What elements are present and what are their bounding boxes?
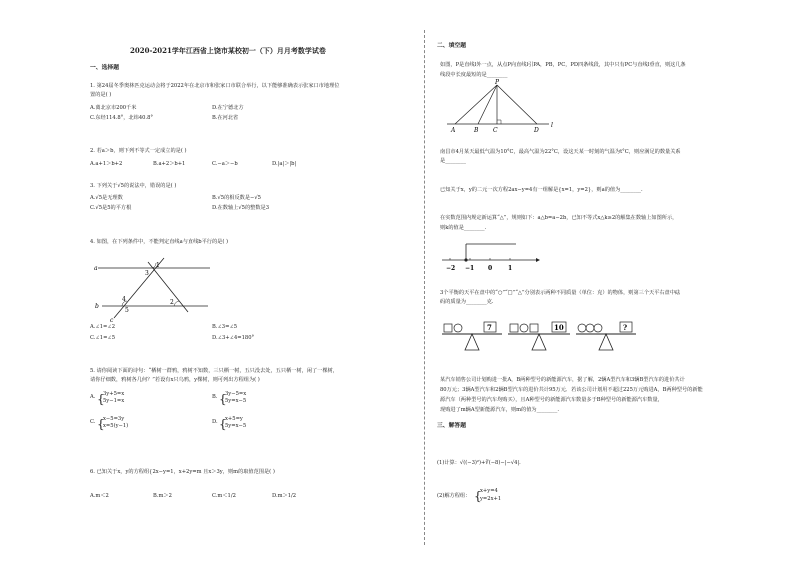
section-solve: 三、解答题: [437, 423, 466, 429]
q7-stem-1: 如图，P是直线l外一点，从点P向直线l引PA，PB，PC，PD四条线段，其中只有PC与直线l垂直，则这几条: [440, 62, 686, 68]
q1-stem-2: 置的是( ): [90, 92, 112, 98]
q4-option-d: D.∠3+∠4=180°: [212, 335, 255, 341]
q5-d-eq2: 5y=x−5: [225, 423, 247, 429]
q8-stem-1: 南昌市4月某天最低气温为10°C，最高气温为22°C，设这天某一时刻的气温为t°C，则应满足的数量关系: [440, 149, 681, 155]
q4-option-c: C.∠1=∠5: [90, 335, 116, 341]
q4-label-b: b: [95, 303, 99, 310]
q5-stem-2: 请你仔细数，鸦树各几何？”若设有x只乌鸦，y棵树，则可列出方程组为( ): [90, 377, 260, 383]
q1-option-a: A.离北京市200千米: [90, 105, 137, 111]
q13-part-1: (1)计算：√((−3)²)+∛(−8)−|−√4|.: [437, 460, 521, 466]
q6-option-b: B.m＞2: [153, 493, 172, 499]
q5-a-eq2: 5y−1=x: [103, 398, 125, 404]
q4-angle-3: 3: [145, 270, 149, 277]
q5-b-eq1: 3y−5=x: [225, 391, 247, 397]
q4-option-a: A.∠1=∠2: [90, 324, 116, 330]
q9-stem: 已知关于x，y的二元一次方程2ax−y=4有一组解是{x=1，y=2}，则a的值为________.: [440, 187, 643, 193]
balance-3-weight: ?: [623, 323, 628, 332]
balance-3: [574, 316, 640, 356]
q12-stem-4: 现购进了m辆A型新能源汽车，则m的值为________.: [440, 407, 559, 413]
page-title: 2020-2021学年江西省上饶市某校初一（下）月月考数学试卷: [130, 46, 326, 55]
q1-option-c: C.东经114.8°，北纬40.8°: [90, 115, 153, 121]
q5-stem-1: 5. 请你阅读下面的诗句：“栖树一群鸦，鸦树不知数，三只栖一树，五只没去处，五只栖一树，闲了一棵树，: [90, 368, 338, 374]
q7-point-p: P: [495, 79, 500, 86]
q3-option-b: B.√5的相反数是−√5: [212, 195, 261, 201]
q10-number-line: [440, 238, 540, 274]
q5-c-eq1: x−5=3y: [103, 416, 125, 422]
q7-point-d: D: [534, 127, 539, 134]
q2-option-a: A.a+1＞b+2: [90, 161, 123, 167]
q2-stem: 2. 若a＞b，则下列不等式一定成立的是( ): [90, 148, 187, 154]
q8-stem-2: 是________: [440, 158, 466, 164]
exam-page: 2020-2021学年江西省上饶市某校初一（下）月月考数学试卷 一、选择题 1. 第24届冬季奥林匹克运动会将于2022年在北京市和张家口市联合举行，以下能够准确表示张家口市地理位 置的是( ) A.离北京市200千米 D.在宁德北方 C.东经114.8°，北纬40.8° B.在河北省 2. 若a＞b，则下列不等式一定成立的是( ) A.a+1＞b+2 B.a+2＞b+1 C.−a＞−b D.|a|＞|b| 3. 下列关于√5的说法中，错误的是( ) A.√5是无理数 B.√5的相反数是−√5 C.√5是5的平方根 D.在数轴上√5的整数是3 4. 如图，在下列条件中，不能判定直线a与直线b平行的是( ) a b c 1 2 3 4 5 A.∠1=∠2 B.∠3=∠5 C.∠1=∠5 D.∠3+∠4=180° 5. 请你阅读下面的诗句：“栖树一群鸦，鸦树不知数，三只栖一树，五只没去处，五只栖一树，闲了一棵树， 请你仔细数，鸦树各几何？”若设有x只乌鸦，y棵树，则可列出方程组为( ) A. { 3y+5=x 5y−1=x B. { 3y−5=x 5y=x−5 C. { x−5=3y x=5(y−1) D. { x+5=y 5y=x−5 6. 已知关于x，y的方程组{2x−y=1，x+2y=m 且x＞3y，则m的取值范围是( ) A.m＜2 B.m＞2 C.m＜1/2 D.m＞1/2 二、填空题 如图，P是直线l外一点，从点P向直线l引PA，PB，PC，PD四条线段，其中只有PC与直线l垂直，则这几条 线段中长度最短的是________ A B C D P l 南昌市4月某天最低气温为10°C，最高气温为22°C，设这天某一时刻的气温为t°C，则应满足的数量关系 是________ 已知关于x，y的二元一次方程2ax−y=4有一组解是{x=1，y=2}，则a的值为________. 在实数范围内规定新运算“△”，规则如下：a△b=a−2b，已知不等式x△k≥2的解集在数轴上如图所示， 则k的值是________. −2 −1 0 1 3个平衡的天平在盘中的“○”“□”“△”分别表示两种不同质量（单位：克）的物体，则第三个天平右盘中砝 码的质量为________克. 7 10 ? 某汽车销售公司计划购进一批A，B两种型号的新能源汽车，据了解，2辆A型汽车和3辆B型汽车的进价共计 80万元；3辆A型汽车和2辆B型汽车的进价共计95万元．若该公司计划用不超过225万元购进A，B两种型号的新能 源汽车（两种型号的汽车均购买），且A种型号的新能源汽车数量多于B种型号的新能源汽车数量， 现购进了m辆A型新能源汽车，则m的值为________. 三、解答题 (1)计算：√((−3)²)+∛(−8)−|−√4|. (2)解方程组： { x+y=4 y=2x+1: [0, 0, 794, 562]
q7-point-b: B: [474, 127, 479, 134]
balance-1: [440, 316, 506, 356]
balance-2: [506, 316, 572, 356]
q3-stem: 3. 下列关于√5的说法中，错误的是( ): [90, 183, 177, 189]
q12-stem-3: 源汽车（两种型号的汽车均购买），且A种型号的新能源汽车数量多于B种型号的新能源汽车数量，: [440, 397, 663, 403]
q10-tick-0: 0: [488, 265, 493, 272]
q5-a-eq1: 3y+5=x: [103, 391, 125, 397]
q3-option-a: A.√5是无理数: [90, 195, 123, 201]
q7-perpendicular-figure: [445, 79, 555, 137]
balance-2-weight: 10: [554, 323, 564, 332]
q2-option-b: B.a+2＞b+1: [153, 161, 186, 167]
q11-stem-2: 码的质量为________克.: [440, 299, 494, 305]
q4-angle-5: 5: [125, 307, 129, 314]
q6-option-c: C.m＜1/2: [212, 493, 236, 499]
q4-parallel-lines-figure: [92, 256, 212, 326]
q7-line-l: l: [551, 122, 553, 129]
section-fill-blank: 二、填空题: [437, 43, 466, 49]
q13-part-2-eq1: x+y=4: [480, 488, 498, 494]
q7-point-c: C: [493, 127, 498, 134]
q3-option-c: C.√5是5的平方根: [90, 205, 132, 211]
q12-stem-1: 某汽车销售公司计划购进一批A，B两种型号的新能源汽车，据了解，2辆A型汽车和3辆B型汽车的进价共计: [440, 377, 685, 383]
q6-stem: 6. 已知关于x，y的方程组{2x−y=1，x+2y=m 且x＞3y，则m的取值范围是( ): [90, 469, 275, 475]
q10-stem-1: 在实数范围内规定新运算“△”，规则如下：a△b=a−2b，已知不等式x△k≥2的解集在数轴上如图所示，: [440, 215, 678, 221]
column-divider: [424, 30, 425, 545]
q4-label-a: a: [94, 265, 98, 272]
q2-option-c: C.−a＞−b: [212, 161, 238, 167]
q5-c-eq2: x=5(y−1): [103, 423, 129, 429]
q12-stem-2: 80万元；3辆A型汽车和2辆B型汽车的进价共计95万元．若该公司计划用不超过225万元购进A，B两种型号的新能: [440, 387, 703, 393]
q1-stem-1: 1. 第24届冬季奥林匹克运动会将于2022年在北京市和张家口市联合举行，以下能够准确表示张家口市地理位: [90, 83, 340, 89]
q1-option-b: D.在宁德北方: [212, 105, 244, 111]
q5-b-eq2: 5y=x−5: [225, 398, 247, 404]
q3-option-d: D.在数轴上√5的整数是3: [212, 205, 270, 211]
balance-1-weight: 7: [487, 323, 492, 332]
q6-option-a: A.m＜2: [90, 493, 109, 499]
q2-option-d: D.|a|＞|b|: [272, 161, 297, 167]
q4-angle-2: 2: [170, 299, 174, 306]
q5-d-eq1: x+5=y: [225, 416, 243, 422]
q6-option-d: D.m＞1/2: [272, 493, 297, 499]
q11-stem-1: 3个平衡的天平在盘中的“○”“□”“△”分别表示两种不同质量（单位：克）的物体，则第三个天平右盘中砝: [440, 290, 681, 296]
q13-part-2-prefix: (2)解方程组：: [437, 493, 471, 499]
q4-angle-1: 1: [156, 262, 160, 269]
q10-tick-neg1: −1: [465, 265, 475, 272]
q4-angle-4: 4: [122, 296, 126, 303]
section-choice: 一、选择题: [90, 65, 119, 71]
q10-tick-neg2: −2: [446, 265, 456, 272]
q4-option-b: B.∠3=∠5: [212, 324, 238, 330]
q1-option-d: B.在河北省: [212, 115, 239, 121]
q7-stem-2: 线段中长度最短的是________: [440, 72, 508, 78]
q4-stem: 4. 如图，在下列条件中，不能判定直线a与直线b平行的是( ): [90, 239, 229, 245]
q13-part-2-eq2: y=2x+1: [480, 496, 502, 502]
q10-tick-1: 1: [508, 265, 513, 272]
q10-stem-2: 则k的值是________.: [440, 225, 487, 231]
q7-point-a: A: [451, 127, 456, 134]
q4-label-c: c: [110, 317, 114, 324]
